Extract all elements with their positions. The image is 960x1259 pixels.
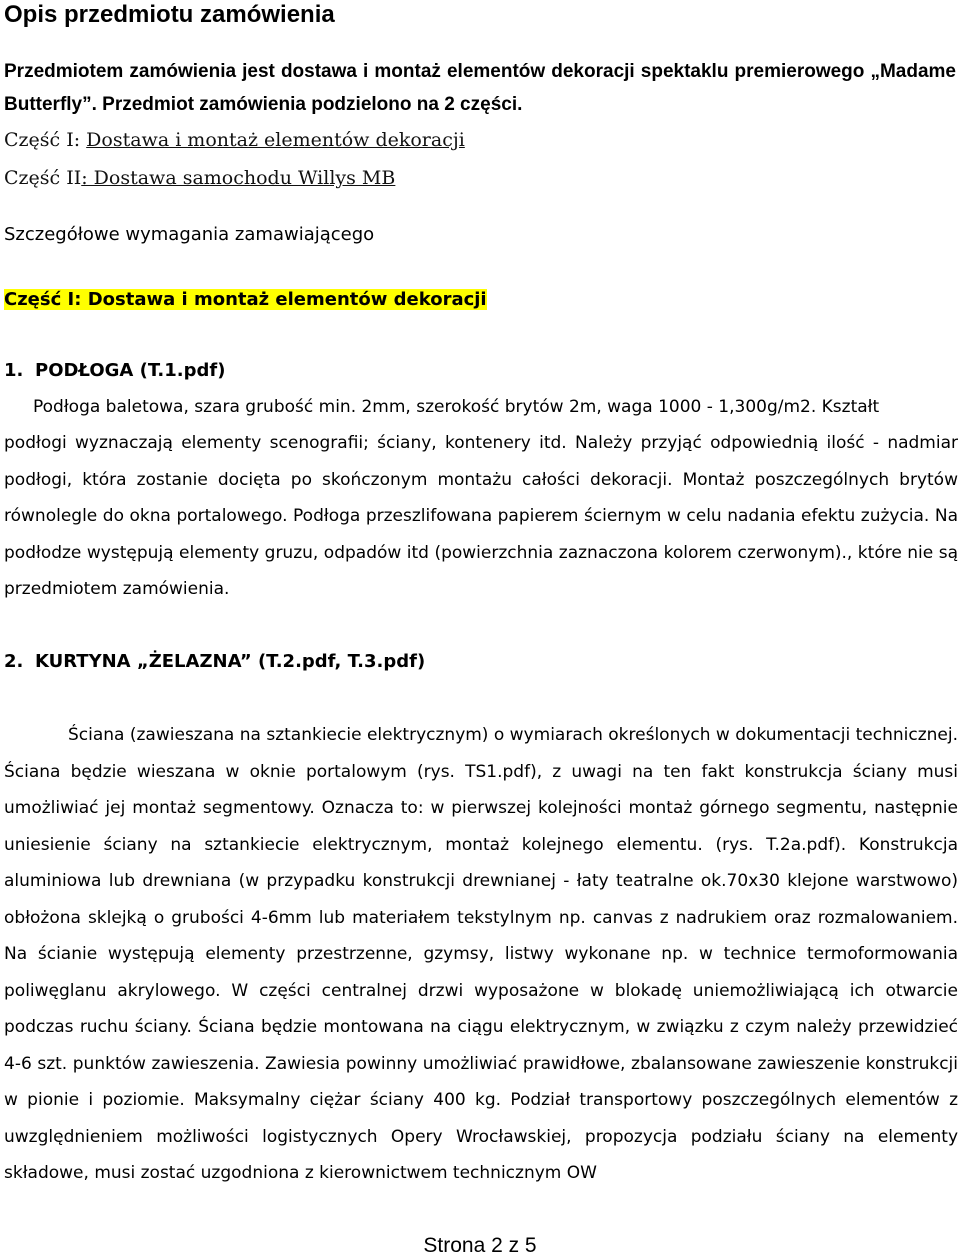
part-1-label: Dostawa i montaż elementów dekoracji [86,129,465,151]
part-2-label: : Dostawa samochodu Willys MB [81,167,396,189]
part-1-line [4,128,465,152]
part-2-line [4,166,395,190]
details-heading: Szczegółowe wymagania zamawiającego [4,224,375,245]
section-1-body: podłogi wyznaczają elementy scenografii; ściany, kontenery itd. Należy przyjąć odpowiednią ilość - nadmiar podłogi, która zostanie docięta po skończonym montażu całości dekoracji. Montaż poszczególnych brytów równolegle do okna portalowego. Podłoga przeszlifowana papierem ściernym w celu nadania efektu zużycia. Na podłodze występują elementy gruzu, odpadów itd (powierzchnia zaznaczona kolorem czerwonym)., które nie są przedmiotem zamówienia. [4,433,958,599]
part-1-heading-text: Część I: Dostawa i montaż elementów dekoracji [4,289,487,310]
section-2-title: KURTYNA „ŻELAZNA” (T.2.pdf, T.3.pdf) [35,651,426,672]
document-title: Opis przedmiotu zamówienia [4,1,335,28]
section-1-heading [4,359,225,383]
intro-paragraph: Przedmiotem zamówienia jest dostawa i montaż elementów dekoracji spektaklu premierowego „Madame Butterfly”. Przedmiot zamówienia podzielono na 2 części. [4,61,956,115]
part-2-prefix: Część II [4,167,82,189]
section-1-number: 1. [4,360,24,381]
page-number-footer: Strona 2 z 5 [423,1234,537,1257]
part-1-prefix: Część I: [4,129,87,151]
part-1-heading [4,288,487,312]
section-2-heading [4,650,425,674]
section-1-title: PODŁOGA (T.1.pdf) [35,360,226,381]
section-1-first-line: Podłoga baletowa, szara grubość min. 2mm, szerokość brytów 2m, waga 1000 - 1,300g/m2. Kształt [33,397,880,417]
section-2-number: 2. [4,651,24,672]
section-2-body: Ściana (zawieszana na sztankiecie elektrycznym) o wymiarach określonych w dokumentacji technicznej. Ściana będzie wieszana w oknie portalowym (rys. TS1.pdf), z uwagi na ten fakt konstrukcja ściany musi umożliwiać jej montaż segmentowy. Oznacza to: w pierwszej kolejności montaż górnego segmentu, następnie uniesienie ściany na sztankiecie elektrycznym, montaż kolejnego elementu. (rys. T.2a.pdf). Konstrukcja aluminiowa lub drewniana (w przypadku konstrukcji drewnianej - łaty teatralne ok.70x30 klejone warstwowo) obłożona sklejką o grubości 4-6mm lub materiałem tekstylnym np. canvas z nadrukiem oraz rozmalowaniem. Na ścianie występują elementy przestrzenne, gzymsy, listwy wykonane np. w technice termoformowania poliwęglanu akrylowego. W części centralnej drzwi wyposażone w blokadę uniemożliwiającą ich otwarcie podczas ruchu ściany. Ściana będzie montowana na ciągu elektrycznym, w związku z czym należy przewidzieć 4-6 szt. punktów zawieszenia. Zawiesia powinny umożliwiać prawidłowe, zbalansowane zawieszenie konstrukcji w pionie i poziomie. Maksymalny ciężar ściany 400 kg. Podział transportowy poszczególnych elementów z uwzględnieniem możliwości logistycznych Opery Wrocławskiej, propozycja podziału ściany na elementy składowe, musi zostać uzgodniona z kierownictwem technicznym OW [4,725,958,1183]
